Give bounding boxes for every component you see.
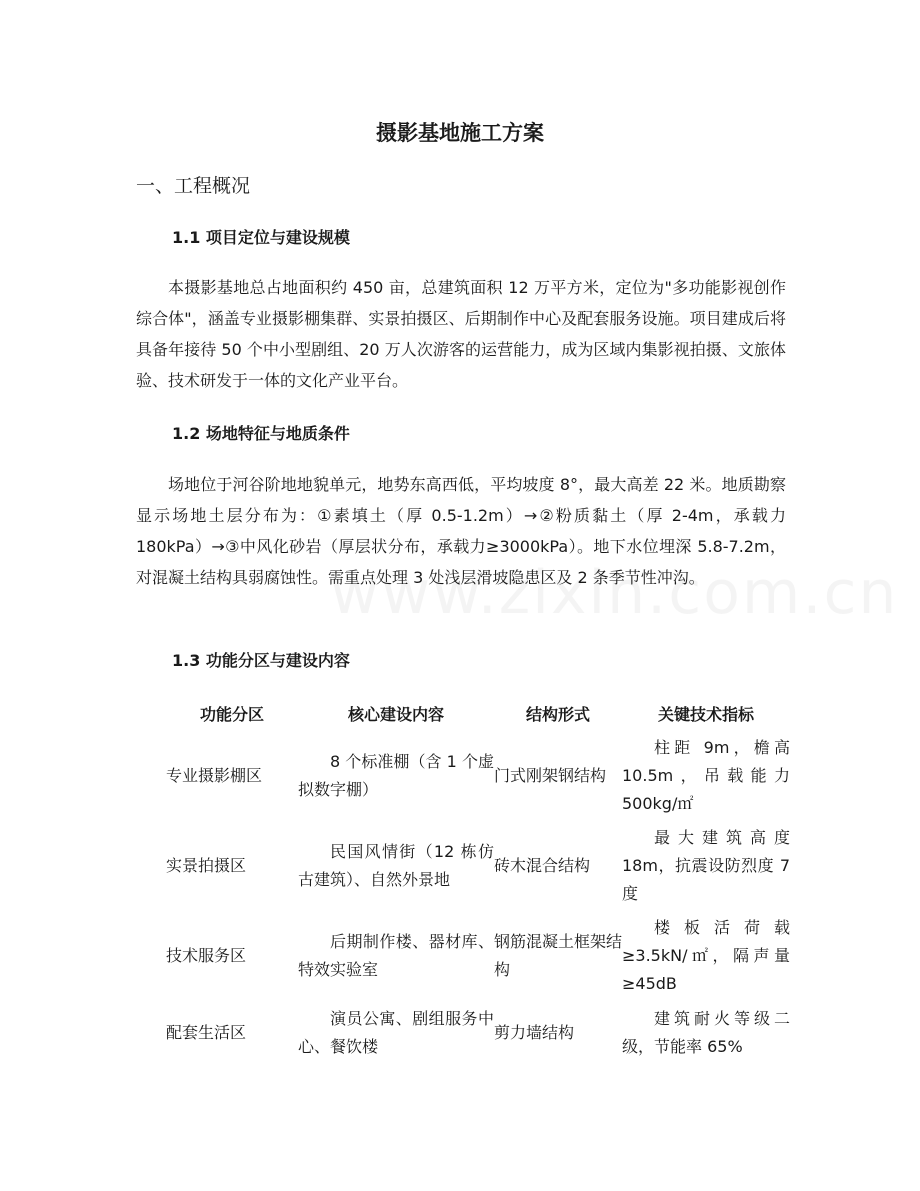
table-cell (622, 911, 790, 1001)
table-cell (298, 1001, 494, 1065)
table-cell: 专业摄影棚区 (166, 766, 263, 785)
table-cell: 技术服务区 (166, 946, 247, 965)
table-cell: 实景拍摄区 (166, 856, 247, 875)
table-cell: 门式刚架钢结构 (494, 766, 607, 785)
table-header-cell: 核心建设内容 (347, 704, 444, 724)
table-cell-text: 后期制作楼、器材库、特效实验室 (298, 932, 494, 979)
table-cell (622, 821, 790, 911)
subsection-heading-1-2: 1.2 场地特征与地质条件 (172, 424, 350, 443)
table-cell (622, 1001, 790, 1065)
table-cell (298, 731, 494, 821)
table-cell (298, 821, 494, 911)
table-row (166, 1001, 790, 1065)
functional-zones-table (166, 695, 790, 1065)
table-cell-text: 最大建筑高度 18m，抗震设防烈度 7 度 (622, 828, 790, 903)
table-cell: 配套生活区 (166, 1023, 247, 1042)
table-row (166, 731, 790, 821)
paragraph-project-positioning: 本摄影基地总占地面积约 450 亩，总建筑面积 12 万平方米，定位为"多功能影视创作综合体"，涵盖专业摄影棚集群、实景拍摄区、后期制作中心及配套服务设施。项目建成后将具备年接待 50 个中小型剧组、20 万人次游客的运营能力，成为区域内集影视拍摄、文旅体验、技术研发于一体的文化产业平台。 (136, 278, 786, 390)
document-title: 摄影基地施工方案 (376, 121, 544, 145)
table-cell-text: 演员公寓、剧组服务中心、餐饮楼 (298, 1009, 494, 1056)
table-cell: 剪力墙结构 (494, 1023, 575, 1042)
table-header-row (166, 695, 790, 731)
table-cell-text: 楼板活荷载≥3.5kN/㎡，隔声量≥45dB (622, 918, 790, 993)
table-cell-text: 建筑耐火等级二级，节能率 65% (622, 1009, 790, 1056)
table-header-cell: 功能分区 (199, 704, 264, 724)
section-heading: 一、工程概况 (136, 175, 251, 197)
table-cell-text: 柱距 9m，檐高 10.5m，吊载能力 500kg/㎡ (622, 738, 790, 813)
table-cell (298, 911, 494, 1001)
table-header-cell: 结构形式 (525, 704, 590, 724)
table-row (166, 911, 790, 1001)
table-header-cell: 关键技术指标 (657, 704, 754, 724)
subsection-heading-1-1: 1.1 项目定位与建设规模 (172, 228, 350, 247)
paragraph-site-geology: 场地位于河谷阶地地貌单元，地势东高西低，平均坡度 8°，最大高差 22 米。地质勘察显示场地土层分布为：①素填土（厚 0.5-1.2m）→②粉质黏土（厚 2-4m，承载力 180kPa）→③中风化砂岩（厚层状分布，承载力≥3000kPa）。地下水位埋深 5.8-7.2m，对混凝土结构具弱腐蚀性。需重点处理 3 处浅层滑坡隐患区及 2 条季节性冲沟。 (136, 475, 786, 587)
table-cell: 砖木混合结构 (494, 856, 591, 875)
table-cell (622, 731, 790, 821)
subsection-heading-1-3: 1.3 功能分区与建设内容 (172, 651, 350, 670)
table-cell: 钢筋混凝土框架结构 (494, 932, 623, 979)
table-cell-text: 民国风情街（12 栋仿古建筑）、自然外景地 (298, 842, 494, 889)
table-row (166, 821, 790, 911)
table-cell-text: 8 个标准棚（含 1 个虚拟数字棚） (298, 752, 494, 799)
